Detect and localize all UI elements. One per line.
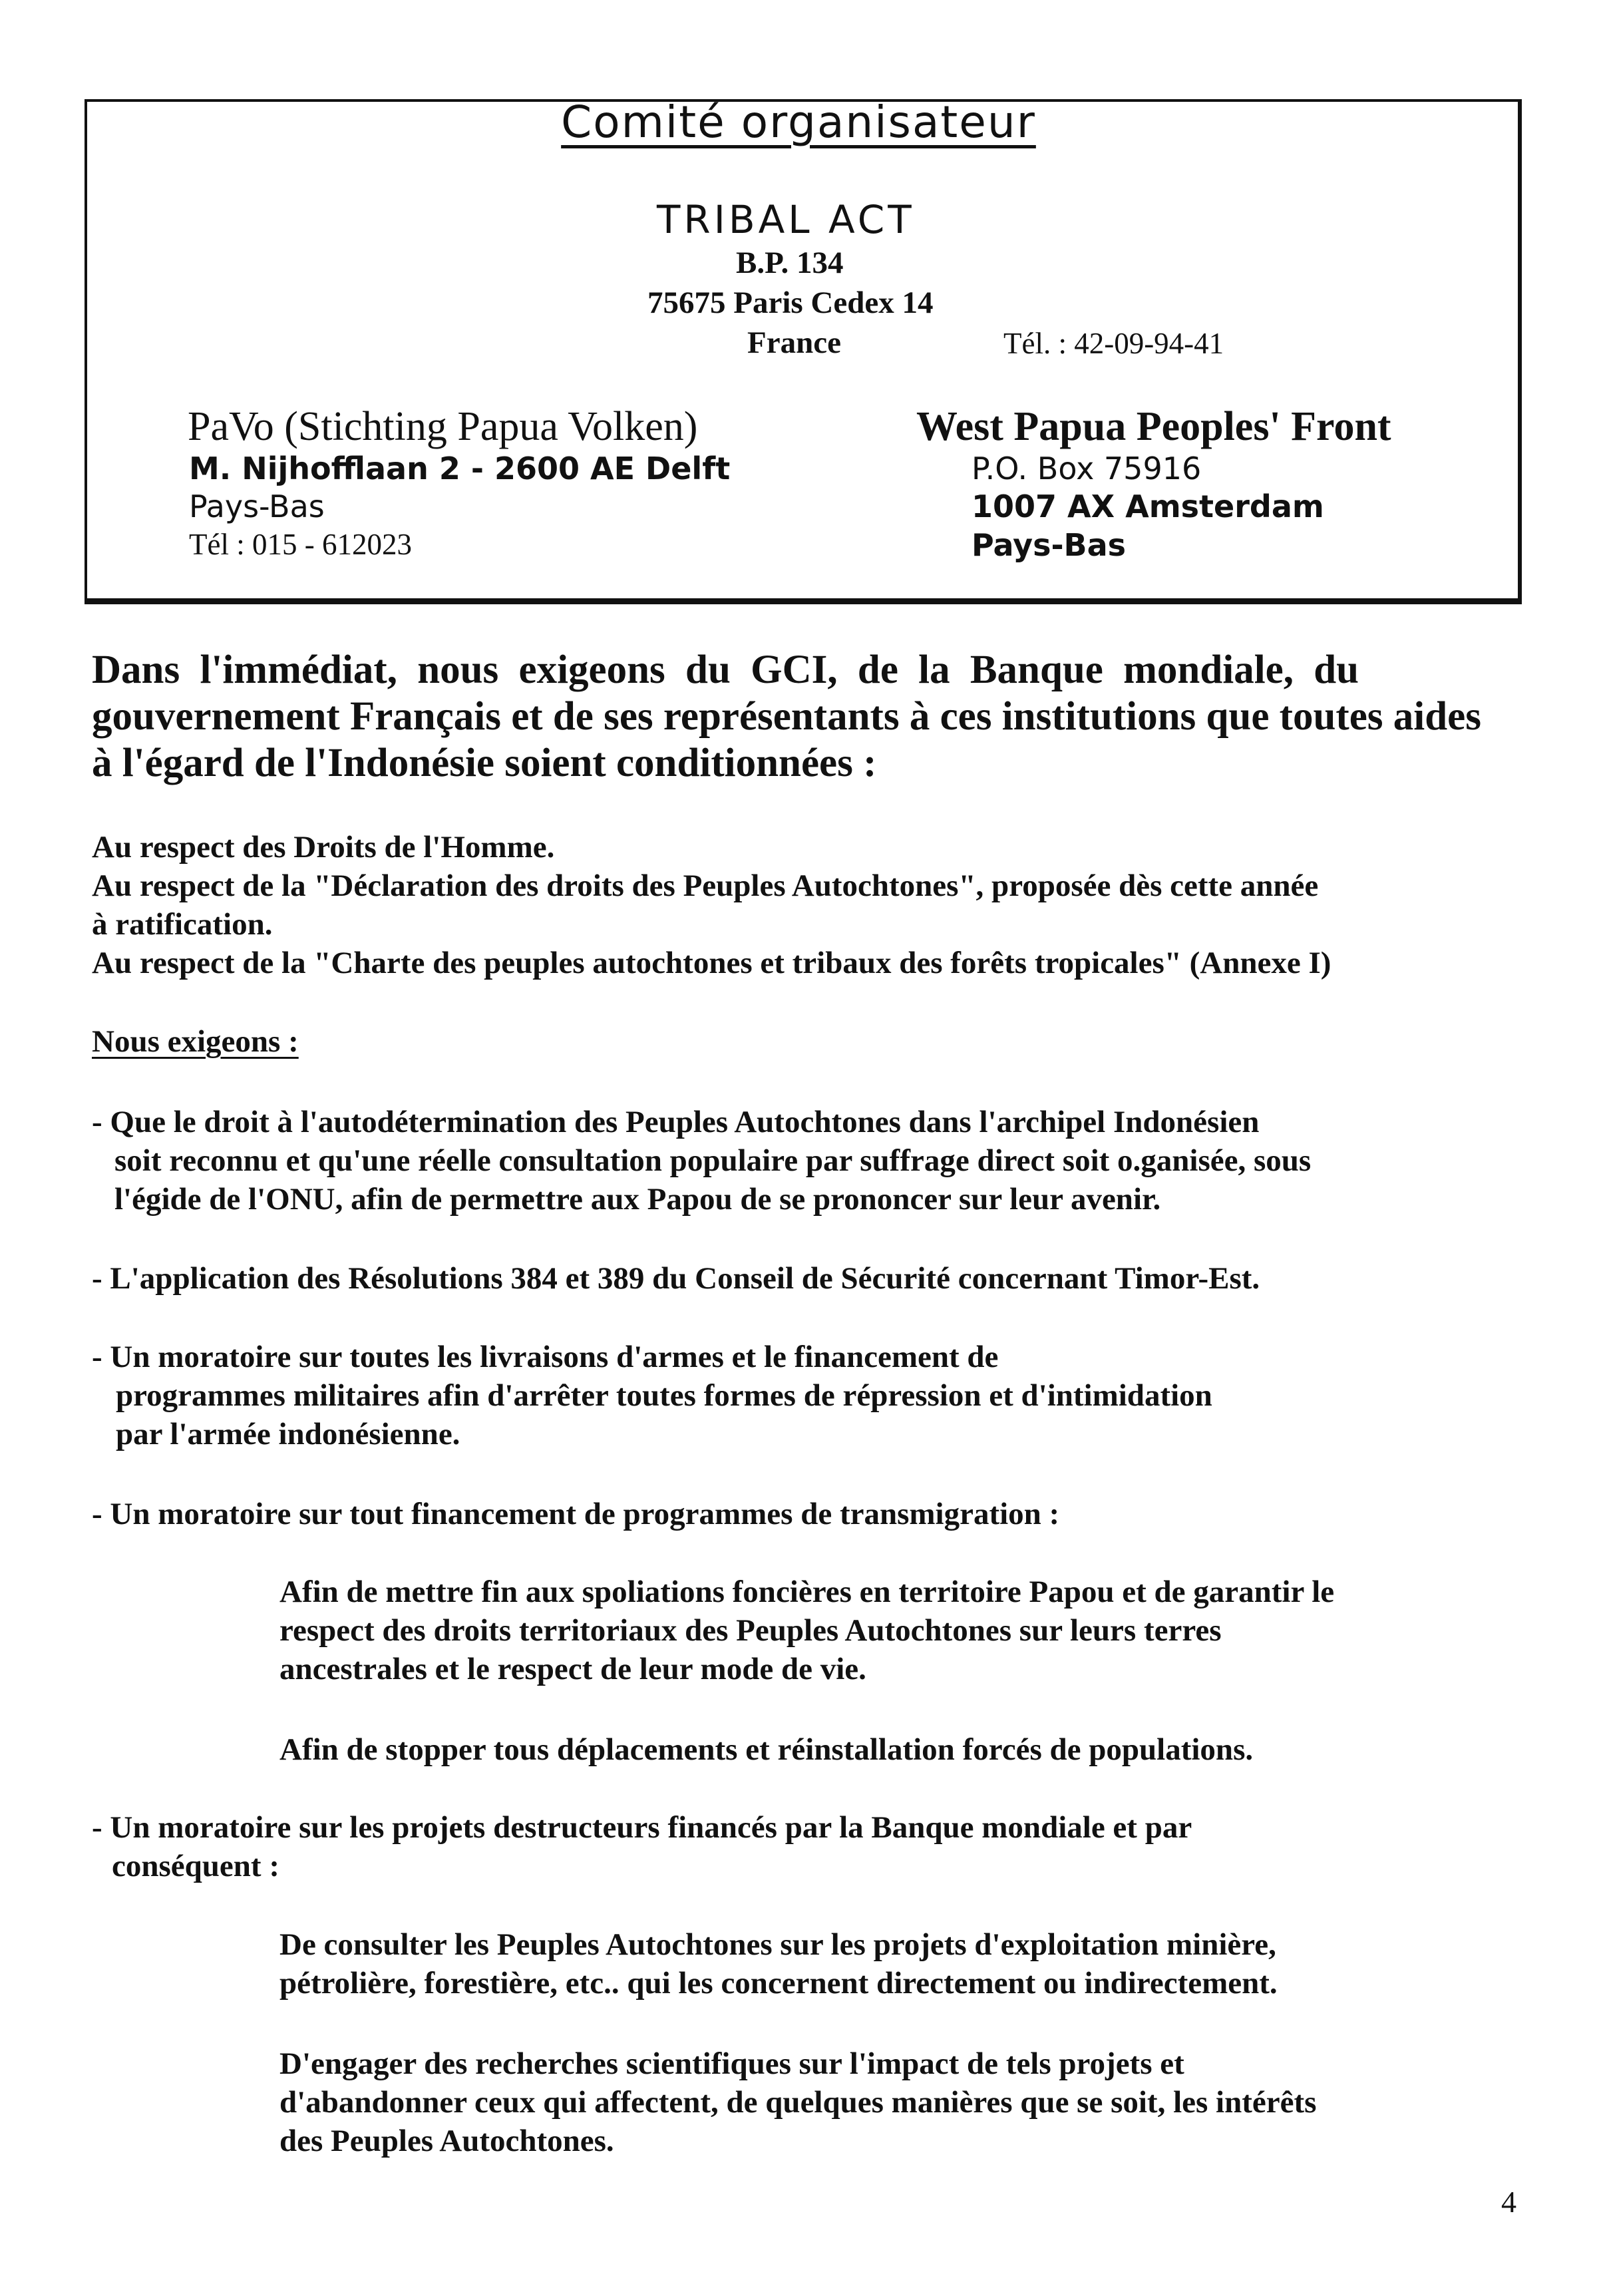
- demand-item: - Un moratoire sur tout financement de programmes de transmigration :: [92, 1497, 1060, 1531]
- pavo-address: M. Nijhofflaan 2 - 2600 AE Delft: [189, 451, 731, 486]
- demand-sub-item: D'engager des recherches scientifiques sur l'impact de tels projets et d'abandonner ceux qui affectent, de quelques manières que se soit, les intérêts des Peuples Autochtones.: [279, 2046, 1317, 2158]
- conditions-list: Au respect des Droits de l'Homme. Au respect de la "Déclaration des droits des Peuples Autochtones", proposée dès cette année à ratification. Au respect de la "Charte des peuples autochtones et tribaux des forêts tropicales" (Annexe I): [92, 830, 1331, 980]
- demand-sub-item: Afin de mettre fin aux spoliations foncières en territoire Papou et de garantir le respect des droits territoriaux des Peuples Autochtones sur leurs terres ancestrales et le respect de leur mode de vie.: [279, 1575, 1335, 1686]
- demand-item: - Un moratoire sur toutes les livraisons d'armes et le financement de programmes militaires afin d'arrêter toutes formes de répression et d'intimidation par l'armée indonésienne.: [92, 1340, 1212, 1451]
- demand-item: - Que le droit à l'autodétermination des Peuples Autochtones dans l'archipel Indonésien soit reconnu et qu'une réelle consultation populaire par suffrage direct soit o.ganisée, sous l'égide de l'ONU, afin de permettre aux Papou de se prononcer sur leur avenir.: [92, 1105, 1312, 1217]
- wppf-country: Pays-Bas: [972, 527, 1127, 563]
- pavo-country: Pays-Bas: [189, 488, 325, 524]
- page-number: 4: [1501, 2185, 1516, 2219]
- demands-heading: Nous exigeons :: [92, 1024, 299, 1059]
- wppf-city: 1007 AX Amsterdam: [972, 488, 1324, 524]
- tribal-act-city: 75675 Paris Cedex 14: [647, 286, 934, 320]
- demand-sub-item: Afin de stopper tous déplacements et réinstallation forcés de populations.: [279, 1732, 1254, 1767]
- tribal-act-phone: Tél. : 42-09-94-41: [1003, 327, 1224, 360]
- wppf-box: P.O. Box 75916: [972, 451, 1202, 486]
- tribal-act-country: France: [747, 325, 841, 360]
- pavo-name: PaVo (Stichting Papua Volken): [188, 404, 698, 449]
- tribal-act-name: TRIBAL ACT: [657, 197, 915, 242]
- organizers-title: Comité organisateur: [561, 96, 1036, 148]
- tribal-act-box: B.P. 134: [736, 246, 844, 280]
- demand-sub-item: De consulter les Peuples Autochtones sur les projets d'exploitation minière, pétrolière, forestière, etc.. qui les concernent directement ou indirectement.: [279, 1927, 1278, 2001]
- demand-item: - L'application des Résolutions 384 et 389 du Conseil de Sécurité concernant Timor-Est.: [92, 1261, 1260, 1296]
- demand-item: - Un moratoire sur les projets destructeurs financés par la Banque mondiale et par conséquent :: [92, 1810, 1192, 1883]
- intro-paragraph: Dans l'immédiat, nous exigeons du GCI, de la Banque mondiale, du gouvernement Français et de ses représentants à ces institutions que toutes aides à l'égard de l'Indonésie soient conditionnées :: [92, 648, 1481, 785]
- pavo-phone: Tél : 015 - 612023: [189, 528, 412, 561]
- wppf-name: West Papua Peoples' Front: [916, 404, 1391, 449]
